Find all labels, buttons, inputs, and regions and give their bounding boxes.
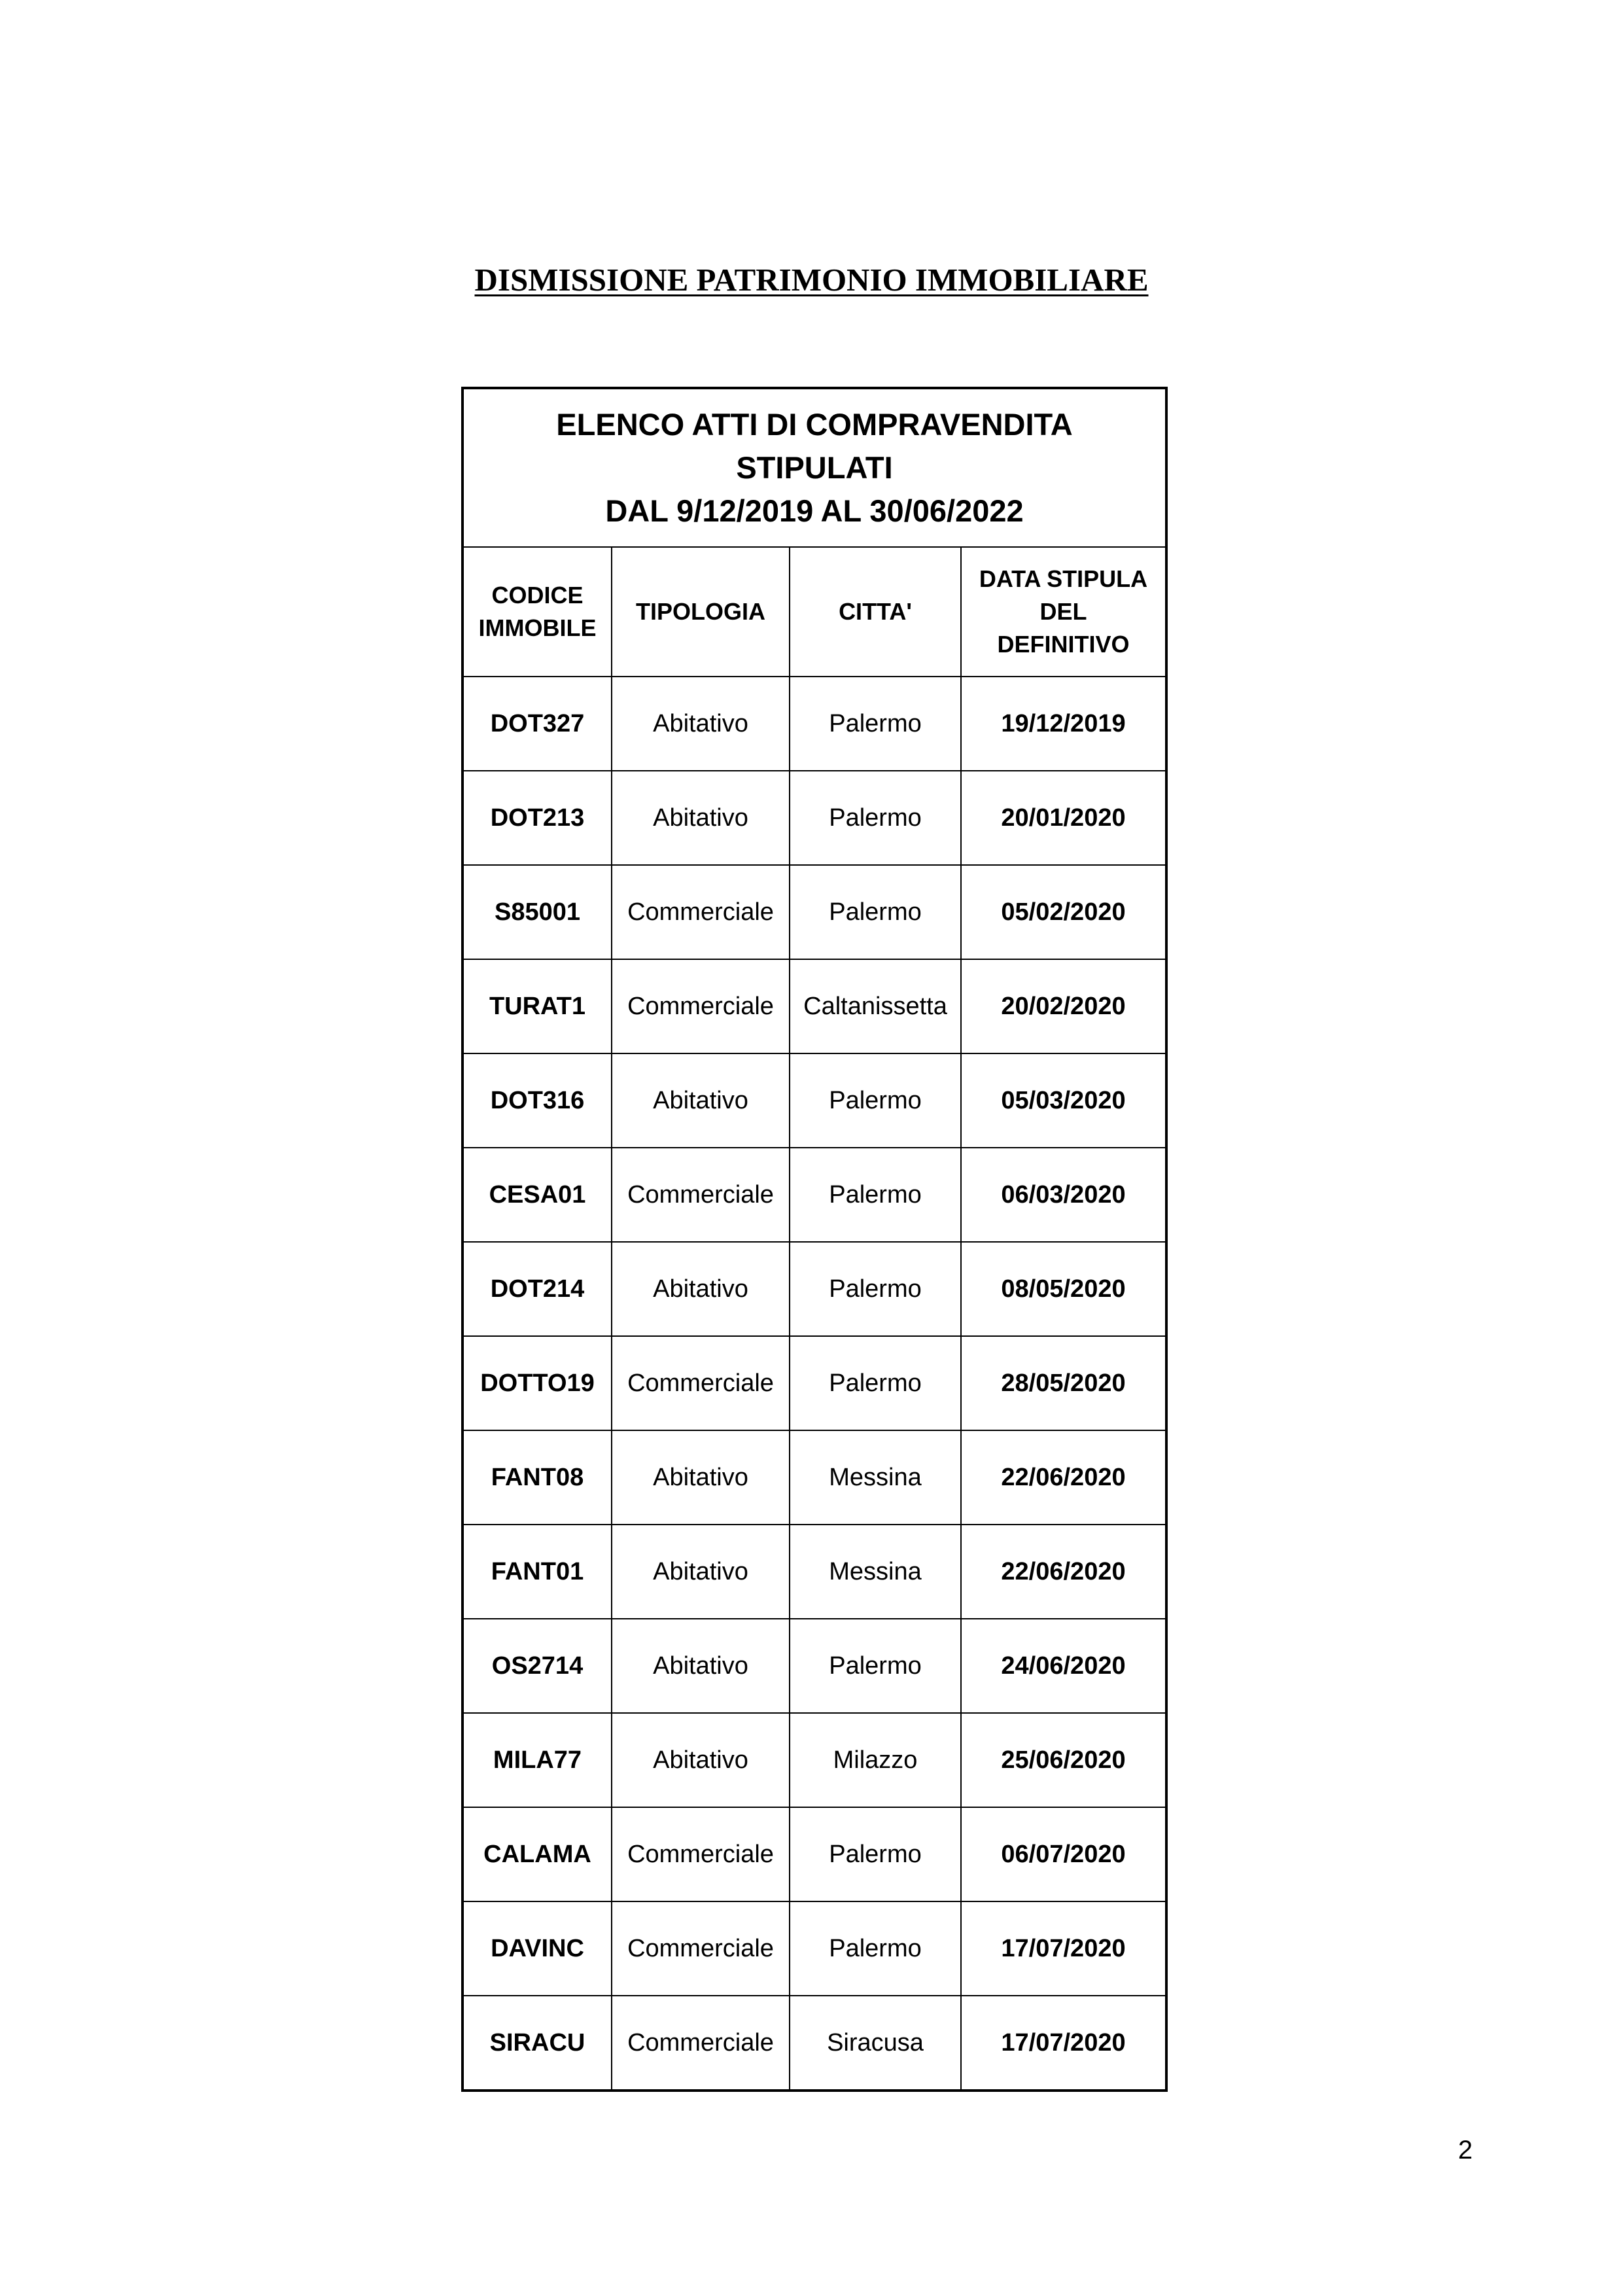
- cell-codice: CALAMA: [462, 1807, 612, 1901]
- cell-codice: DOT214: [462, 1242, 612, 1336]
- cell-data-stipula: 06/07/2020: [961, 1807, 1166, 1901]
- table-row: [462, 1242, 1166, 1336]
- cell-tipologia: Abitativo: [612, 1242, 790, 1336]
- cell-tipologia: Commerciale: [612, 1901, 790, 1996]
- cell-data-stipula: 25/06/2020: [961, 1713, 1166, 1807]
- table-row: [462, 959, 1166, 1053]
- header-data-line3: DEFINITIVO: [997, 631, 1130, 658]
- cell-data-stipula: 06/03/2020: [961, 1148, 1166, 1242]
- cell-citta: Palermo: [790, 1807, 961, 1901]
- header-data-line2: DEL: [1039, 598, 1087, 625]
- cell-citta: Palermo: [790, 1053, 961, 1148]
- cell-codice: MILA77: [462, 1713, 612, 1807]
- document-title-text: DISMISSIONE PATRIMONIO IMMOBILIARE: [474, 262, 1149, 298]
- cell-citta: Palermo: [790, 1336, 961, 1430]
- table-row: [462, 1053, 1166, 1148]
- cell-codice: SIRACU: [462, 1996, 612, 2091]
- cell-codice: DOT316: [462, 1053, 612, 1148]
- table-row: [462, 1713, 1166, 1807]
- table-row: [462, 677, 1166, 771]
- cell-data-stipula: 20/02/2020: [961, 959, 1166, 1053]
- cell-citta: Palermo: [790, 1901, 961, 1996]
- table-caption-line1: ELENCO ATTI DI COMPRAVENDITA STIPULATI: [556, 407, 1073, 485]
- cell-citta: Palermo: [790, 771, 961, 865]
- cell-data-stipula: 24/06/2020: [961, 1619, 1166, 1713]
- cell-citta: Palermo: [790, 1242, 961, 1336]
- header-citta-label: CITTA': [839, 598, 912, 625]
- table-row: [462, 1336, 1166, 1430]
- cell-citta: Siracusa: [790, 1996, 961, 2091]
- header-citta: [790, 547, 961, 677]
- table-caption-row: [462, 388, 1166, 547]
- cell-citta: Palermo: [790, 677, 961, 771]
- cell-data-stipula: 05/03/2020: [961, 1053, 1166, 1148]
- table-row: [462, 1901, 1166, 1996]
- cell-data-stipula: 22/06/2020: [961, 1430, 1166, 1525]
- cell-tipologia: Commerciale: [612, 1148, 790, 1242]
- header-data-stipula: [961, 547, 1166, 677]
- table-caption-line2: DAL 9/12/2019 AL 30/06/2022: [605, 493, 1024, 528]
- cell-codice: DOTTO19: [462, 1336, 612, 1430]
- cell-citta: Milazzo: [790, 1713, 961, 1807]
- cell-citta: Caltanissetta: [790, 959, 961, 1053]
- table-row: [462, 771, 1166, 865]
- table-row: [462, 1430, 1166, 1525]
- cell-codice: DOT327: [462, 677, 612, 771]
- cell-tipologia: Abitativo: [612, 1619, 790, 1713]
- cell-codice: FANT08: [462, 1430, 612, 1525]
- cell-tipologia: Abitativo: [612, 1525, 790, 1619]
- cell-codice: TURAT1: [462, 959, 612, 1053]
- header-codice-line2: IMMOBILE: [478, 614, 597, 641]
- cell-codice: DOT213: [462, 771, 612, 865]
- cell-tipologia: Abitativo: [612, 771, 790, 865]
- cell-tipologia: Abitativo: [612, 1430, 790, 1525]
- table-row: [462, 1148, 1166, 1242]
- cell-data-stipula: 05/02/2020: [961, 865, 1166, 959]
- table-row: [462, 1525, 1166, 1619]
- cell-citta: Messina: [790, 1525, 961, 1619]
- cell-data-stipula: 19/12/2019: [961, 677, 1166, 771]
- table-row: [462, 1996, 1166, 2091]
- cell-citta: Palermo: [790, 865, 961, 959]
- cell-tipologia: Commerciale: [612, 959, 790, 1053]
- cell-codice: CESA01: [462, 1148, 612, 1242]
- header-tipologia-label: TIPOLOGIA: [636, 598, 765, 625]
- cell-data-stipula: 28/05/2020: [961, 1336, 1166, 1430]
- cell-codice: FANT01: [462, 1525, 612, 1619]
- table-row: [462, 865, 1166, 959]
- sales-acts-table: [461, 387, 1168, 2092]
- header-codice-line1: CODICE: [491, 582, 584, 609]
- header-data-line1: DATA STIPULA: [979, 565, 1148, 592]
- cell-data-stipula: 17/07/2020: [961, 1901, 1166, 1996]
- document-title: [0, 260, 1623, 300]
- cell-tipologia: Commerciale: [612, 865, 790, 959]
- cell-data-stipula: 08/05/2020: [961, 1242, 1166, 1336]
- cell-data-stipula: 20/01/2020: [961, 771, 1166, 865]
- cell-citta: Palermo: [790, 1148, 961, 1242]
- cell-tipologia: Commerciale: [612, 1807, 790, 1901]
- cell-tipologia: Abitativo: [612, 677, 790, 771]
- cell-tipologia: Commerciale: [612, 1996, 790, 2091]
- table-header-row: [462, 547, 1166, 677]
- cell-tipologia: Commerciale: [612, 1336, 790, 1430]
- cell-data-stipula: 17/07/2020: [961, 1996, 1166, 2091]
- cell-tipologia: Abitativo: [612, 1713, 790, 1807]
- cell-data-stipula: 22/06/2020: [961, 1525, 1166, 1619]
- cell-citta: Messina: [790, 1430, 961, 1525]
- header-codice-immobile: [462, 547, 612, 677]
- cell-codice: OS2714: [462, 1619, 612, 1713]
- table-row: [462, 1619, 1166, 1713]
- cell-codice: DAVINC: [462, 1901, 612, 1996]
- table-caption: [462, 388, 1166, 547]
- page-number: 2: [1457, 2136, 1473, 2164]
- table-row: [462, 1807, 1166, 1901]
- cell-citta: Palermo: [790, 1619, 961, 1713]
- cell-tipologia: Abitativo: [612, 1053, 790, 1148]
- header-tipologia: [612, 547, 790, 677]
- cell-codice: S85001: [462, 865, 612, 959]
